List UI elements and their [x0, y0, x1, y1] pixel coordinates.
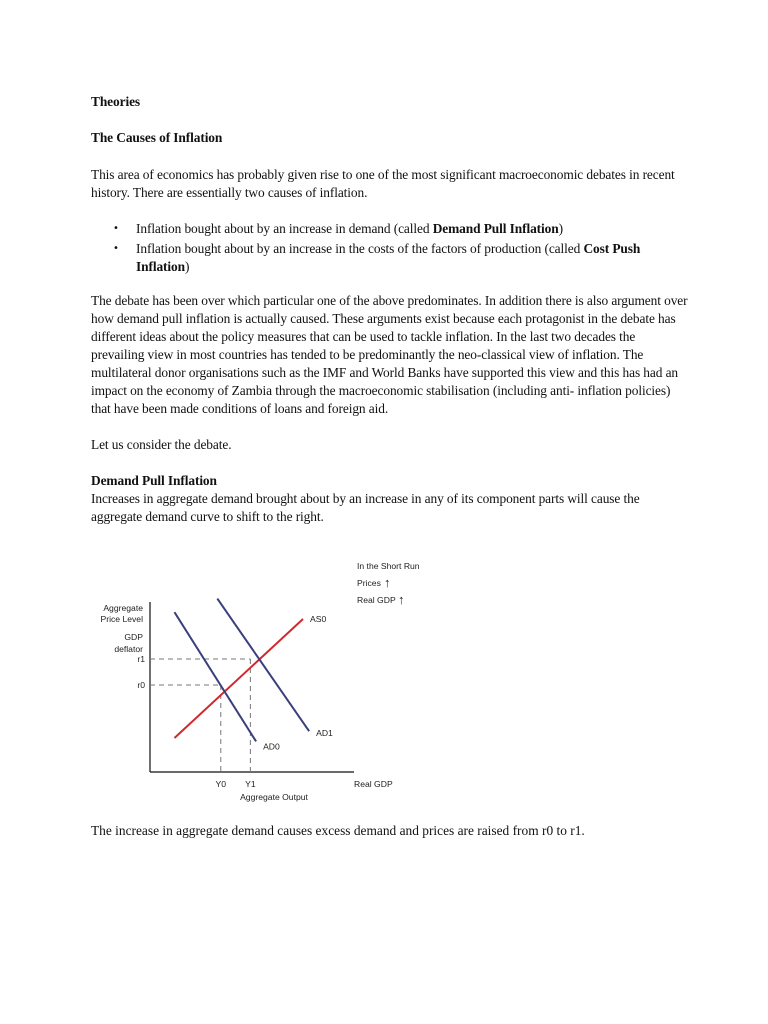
list-item-text: Inflation bought about by an increase in demand (called: [136, 221, 433, 236]
list-item-text-end: ): [184, 259, 190, 274]
x-tick-label-Y1: Y1: [245, 779, 256, 789]
series-line-ad1: [217, 599, 309, 732]
debate-paragraph: The debate has been over which particular one of the above predominates. In addition there is also argument over how demand pull inflation is actually caused. These arguments exist because each protagonist in the debate has different ideas about the policy measures that can be used to tackle inflation. In the last two decades the prevailing view in most countries has tended to be predominantly the neo-classical view of inflation. The multilateral donor organisations such as the IMF and World Banks have supported this view and this has had an impact on the economy of Zambia through the macroeconomic stabilisation (including anti- inflation policies) that have been made conditions of loans and foreign aid.: [91, 293, 688, 416]
x-axis-label: Aggregate Output: [240, 792, 308, 802]
list-item: [91, 240, 691, 276]
intro-paragraph: This area of economics has probably given rise to one of the most significant macroeconomic debates in recent history. There are essentially two causes of inflation.: [91, 167, 675, 200]
bullet-icon: •: [113, 223, 119, 234]
y-axis-label-line4: deflator: [114, 644, 143, 654]
series-label-as0: AS0: [310, 614, 327, 624]
y-axis-label-line1: Aggregate: [103, 603, 143, 613]
y-tick-label-r1: r1: [137, 653, 145, 664]
annotation-prices: Prices: [357, 578, 381, 588]
heading-theories: Theories: [91, 94, 141, 109]
list-item-bold: Cost Push Inflation: [136, 241, 641, 274]
series-line-as0: [174, 619, 303, 738]
series-label-ad0: AD0: [263, 741, 280, 752]
series-line-ad0: [174, 612, 256, 741]
annotation-line1: In the Short Run: [357, 561, 420, 571]
annotation-real-gdp: Real GDP: [357, 595, 396, 605]
document-page: [91, 93, 691, 526]
real-gdp-up-arrow-icon: ↑: [398, 592, 405, 607]
list-item-bold: Demand Pull Inflation: [432, 221, 559, 236]
y-axis-label-line3: GDP: [124, 632, 143, 642]
series-layer: [174, 599, 333, 752]
ad-as-chart: [92, 558, 420, 808]
consider-paragraph: Let us consider the debate.: [91, 437, 232, 452]
y-axis-label-line2: Price Level: [100, 614, 143, 624]
list-item: [91, 220, 691, 238]
demand-pull-paragraph: Increases in aggregate demand brought about by an increase in any of its component parts will cause the aggregate demand curve to shift to the right.: [91, 491, 640, 524]
bullet-icon: •: [113, 243, 119, 254]
x-tick-label-Y0: Y0: [215, 779, 227, 789]
y-tick-label-r0: r0: [137, 679, 145, 690]
final-paragraph: The increase in aggregate demand causes excess demand and prices are raised from r0 to r1.: [91, 823, 585, 838]
chart-svg: [92, 558, 420, 808]
list-item-text: Inflation bought about by an increase in the costs of the factors of production (called: [136, 241, 584, 256]
x-axis-end-label: Real GDP: [354, 779, 393, 789]
list-item-text-end: ): [558, 221, 563, 236]
series-label-ad1: AD1: [316, 728, 333, 739]
prices-up-arrow-icon: ↑: [384, 575, 391, 590]
heading-demand-pull-inflation: Demand Pull Inflation: [91, 473, 217, 488]
heading-causes-of-inflation: The Causes of Inflation: [91, 130, 223, 145]
guides-layer: [137, 654, 255, 789]
causes-list: [91, 220, 691, 276]
